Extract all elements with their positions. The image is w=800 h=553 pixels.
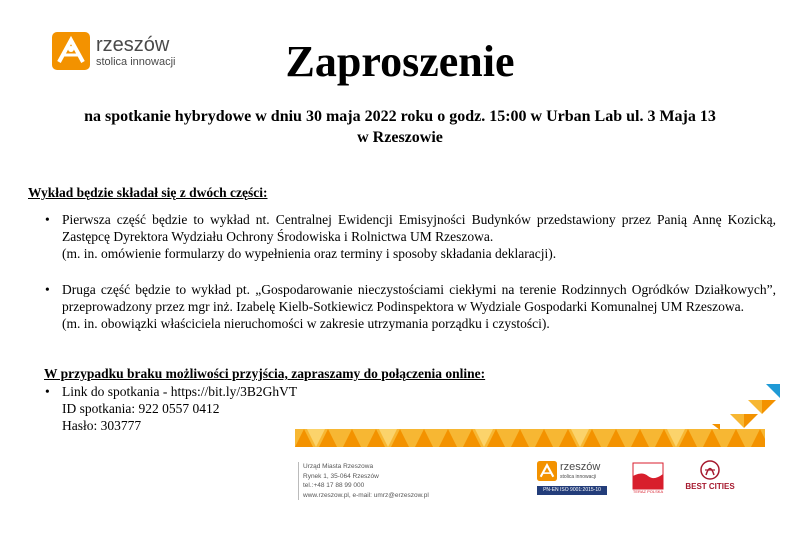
rzeszow-logo-icon [537, 461, 557, 481]
lecture-heading: Wykład będzie składał się z dwóch części: [28, 185, 268, 200]
logo-subtitle: stolica innowacji [96, 56, 176, 68]
iso-badge: PN-EN ISO 9001:2015-10 [537, 486, 607, 495]
decorative-corner [690, 380, 780, 430]
list-item-note: (m. in. obowiązki właściciela nieruchomości w zakresie utrzymania porządku i czystości). [62, 316, 550, 331]
address-line: Urząd Miasta Rzeszowa [303, 463, 374, 470]
teraz-polska-caption: TERAZ POLSKA [632, 489, 664, 494]
meeting-link-label: Link do spotkania - [62, 384, 171, 399]
online-heading: W przypadku braku możliwości przyjścia, zapraszamy do połączenia online: [44, 366, 486, 381]
meeting-info [40, 106, 760, 148]
footer-logo-subtitle: stolica innowacji [560, 474, 597, 480]
list-item [62, 211, 776, 262]
best-cities-icon [698, 458, 722, 482]
meeting-link-row [62, 383, 297, 400]
meeting-password: Hasło: 303777 [62, 418, 142, 433]
address-line: Rynek 1, 35-064 Rzeszów [303, 472, 379, 480]
footer-address [298, 462, 429, 500]
meeting-info-line: w Rzeszowie [357, 129, 443, 146]
meeting-info-line: na spotkanie hybrydowe w dniu 30 maja 2022 roku o godz. 15:00 w Urban Lab ul. 3 Maja 13 [84, 108, 716, 125]
best-cities-label: BEST CITIES [685, 482, 735, 491]
address-line: www.rzeszow.pl, e-mail: umrz@erzeszow.pl [303, 491, 429, 499]
logo-wordmark: rzeszów [96, 34, 170, 56]
meeting-id: ID spotkania: 922 0557 0412 [62, 401, 220, 416]
list-item-text: • Pierwsza część będzie to wykład nt. Centralnej Ewidencji Emisyjności Budynków przedstawiony przez Panią Annę Kozicką, Zastępcę Dyrektora Wydziału Ochrony Środowiska i Rolnictwa UM Rzeszowa. [62, 211, 776, 245]
list-item-text: • Druga część będzie to wykład pt. „Gospodarowanie nieczystościami ciekłymi na terenie Rodzinnych Ogródków Działkowych”, przeprowadzony przez mgr inż. Izabelę Kielb-Sotkiewicz Podinspektora w Wydziale Gospodarki Komunalnej UM Rzeszowa. [62, 281, 776, 315]
decorative-stripe [295, 429, 765, 447]
footer-rzeszow-logo [537, 459, 607, 495]
list-item-note: (m. in. omówienie formularzy do wypełnienia oraz terminy i sposoby składania deklaracji). [62, 246, 557, 261]
page-title: Zaproszenie [285, 37, 515, 86]
address-line: tel.:+48 17 88 99 000 [303, 482, 365, 489]
meeting-link[interactable]: https://bit.ly/3B2GhVT [170, 384, 298, 399]
best-cities-logo [680, 458, 740, 498]
footer-logo-wordmark: rzeszów [560, 461, 601, 473]
list-item [62, 281, 776, 332]
online-details [62, 383, 297, 434]
